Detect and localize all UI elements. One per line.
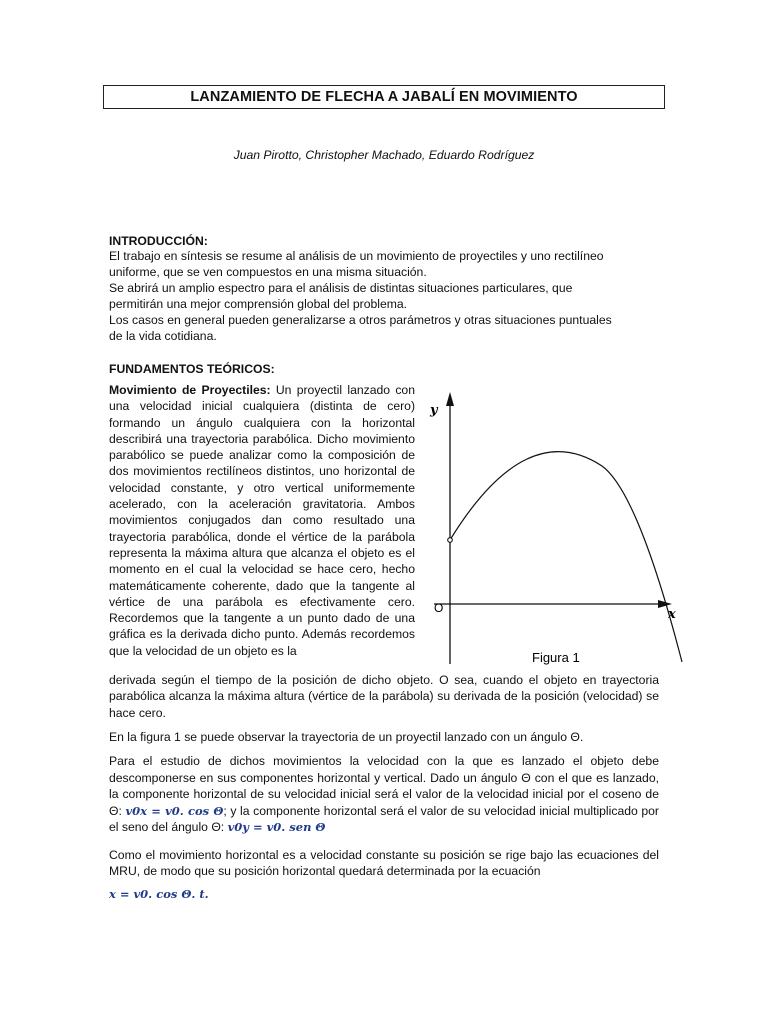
projectile-body: Un proyectil lanzado con una velocidad inicial cualquiera (distinta de cero) formando un ángulo cualquiera con la horizontal describirá una trayectoria parabólica. Dicho movimiento parabólico se puede analizar como la composición de dos movimientos rectilíneos distintos, uno horizontal de velocidad constante, y otro vertical uniformemente acelerado, con la aceleración gravitatoria. Ambos movimientos conjugados dan como resultado una trayectoria parabólica, donde el vértice de la parábola representa la máxima altura que alcanza el objeto es el momento en el cual la velocidad se hace cero, hecho matemáticamente coherente, dado que la tangente al vértice de una parábola es efectivamente cero. Recordemos que la tangente a un punto dado de una gráfica es la derivada dicho punto. Además recordemos que la velocidad de un objeto es la [109, 383, 415, 658]
figure-reference-text: En la figura 1 se puede observar la trayectoria de un proyectil lanzado con un ángulo Θ. [109, 730, 584, 744]
origin-label: O [434, 601, 444, 615]
intro-line: de la vida cotidiana. [109, 329, 217, 343]
position-equation-line [109, 886, 659, 902]
document-title-box [103, 85, 665, 109]
projectile-lead: Movimiento de Proyectiles: [109, 383, 271, 397]
intro-line: permitirán una mejor comprensión global del problema. [109, 297, 408, 311]
figure-reference-paragraph [109, 729, 659, 745]
mru-text: Como el movimiento horizontal es a velocidad constante su posición se rige bajo las ecuaciones del MRU, de modo que su posición horizontal quedará determinada por la ecuación [109, 848, 659, 879]
intro-line: Se abrirá un amplio espectro para el análisis de distintas situaciones particulares, que [109, 281, 573, 295]
intro-line: El trabajo en síntesis se resume al análisis de un movimiento de proyectiles y uno rectilíneo [109, 249, 604, 263]
components-text-b: ; y la componente horizontal será el valor de su velocidad inicial multiplicado por el seno del ángulo Θ: [109, 803, 659, 835]
equation-v0y: v0y = v0. sen Θ [227, 820, 326, 835]
intro-line: Los casos en general pueden generalizarse a otros parámetros y otras situaciones puntuales [109, 313, 612, 327]
document-title: LANZAMIENTO DE FLECHA A JABALÍ EN MOVIMIENTO [190, 89, 578, 105]
figure-1-trajectory [420, 384, 690, 668]
x-label: x [668, 607, 676, 622]
components-paragraph [109, 753, 659, 836]
fundamentos-heading: FUNDAMENTOS TEÓRICOS: [109, 362, 275, 376]
intro-line: uniforme, que se ven compuestos en una misma situación. [109, 265, 427, 279]
equation-v0x: v0x = v0. cos Θ [125, 803, 224, 818]
components-text-a: Para el estudio de dichos movimientos la velocidad con la que es lanzado el objeto debe descomponerse en sus componentes horizontal y vertical. Dado un ángulo Θ con el que es lanzado, la componente horizontal de su velocidad inicial será el valor de la velocidad inicial por el coseno de Θ: [109, 754, 659, 818]
projectile-column-text [109, 382, 415, 659]
intro-heading: INTRODUCCIÓN: [109, 234, 208, 248]
y-axis-arrow-icon [446, 392, 454, 406]
continuation-text: derivada según el tiempo de la posición de dicho objeto. O sea, cuando el objeto en trayectoria parabólica alcanza la máxima altura (vértice de la parábola) su derivada de la posición (velocidad) se hace cero. [109, 673, 659, 720]
launch-point [448, 538, 453, 543]
y-label: y [430, 403, 438, 418]
authors: Juan Pirotto, Christopher Machado, Eduardo Rodríguez [233, 148, 535, 162]
continuation-paragraph [109, 672, 659, 721]
equation-x: x = v0. cos Θ. t. [109, 887, 209, 901]
mru-paragraph [109, 847, 659, 880]
intro-paragraph [109, 248, 669, 344]
figure-caption: Figura 1 [532, 650, 580, 665]
parabola-curve [450, 452, 682, 662]
